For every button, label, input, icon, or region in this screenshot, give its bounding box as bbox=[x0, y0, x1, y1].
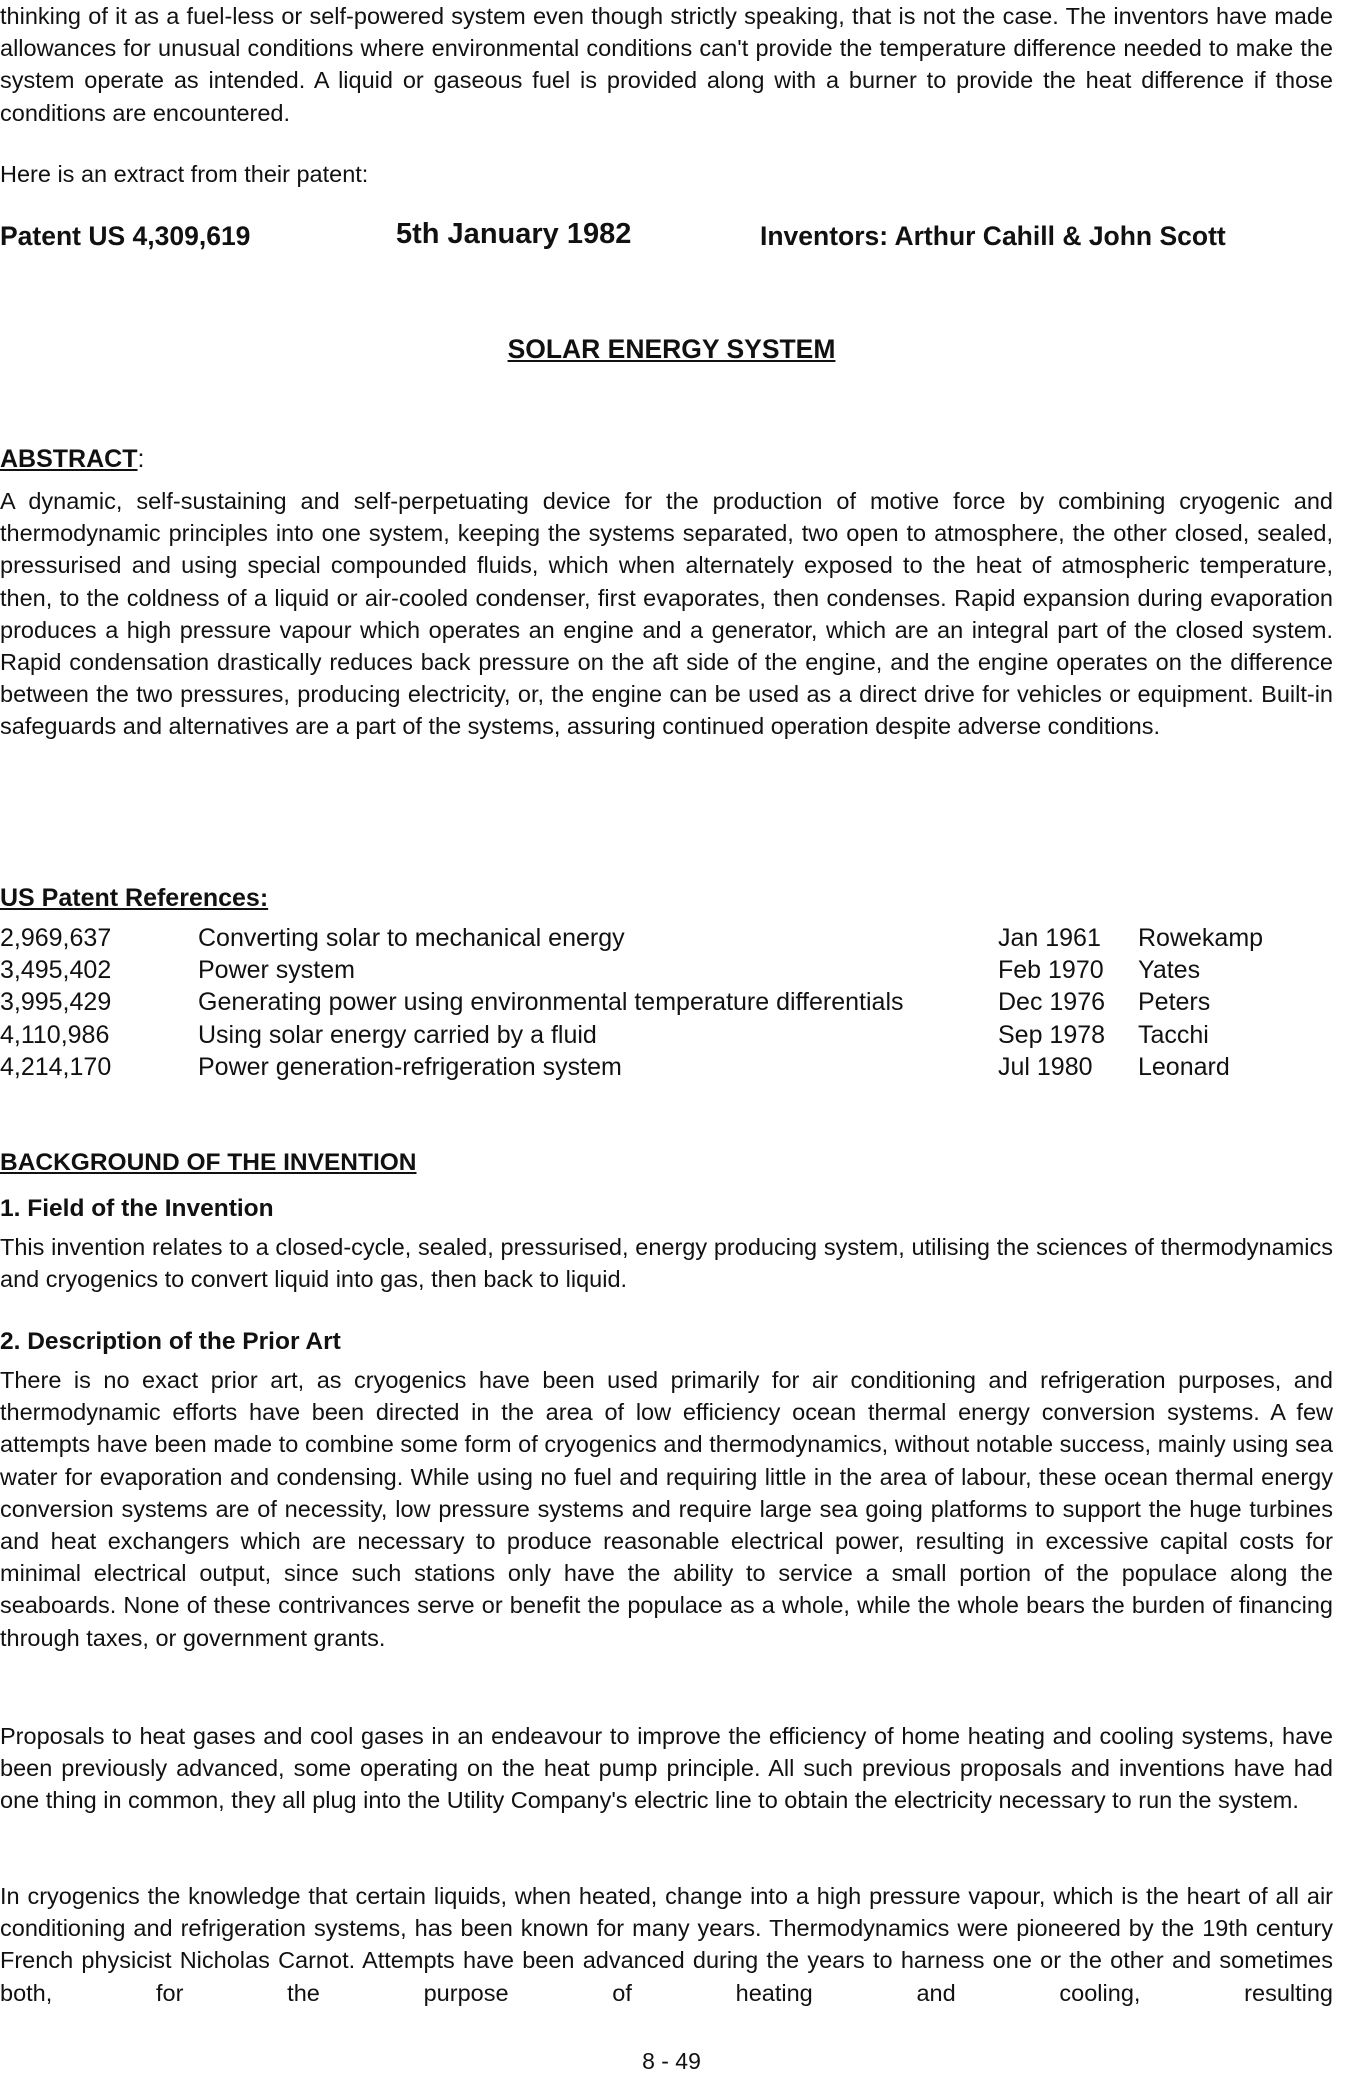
reference-title: Power system bbox=[198, 956, 355, 985]
reference-title: Generating power using environmental temperature differentials bbox=[198, 988, 904, 1017]
reference-title: Power generation-refrigeration system bbox=[198, 1052, 622, 1081]
abstract-heading-suffix: : bbox=[137, 445, 145, 473]
patent-inventors: Inventors: Arthur Cahill & John Scott bbox=[760, 221, 1226, 251]
reference-name: Peters bbox=[1138, 988, 1211, 1017]
reference-row bbox=[0, 954, 1338, 986]
reference-row bbox=[0, 1019, 1338, 1051]
reference-date: Sep 1978 bbox=[998, 1020, 1106, 1049]
abstract-text: A dynamic, self-sustaining and self-perpetuating device for the production of motive force by combining cryogenic and thermodynamic principles into one system, keeping the systems separated, two open to atmosphere, the other closed, sealed, pressurised and using special compounded fluids, which when alternately exposed to the heat of atmospheric temperature, then, to the coldness of a liquid or air-cooled condenser, first evaporates, then condenses. Rapid expansion during evaporation produces a high pressure vapour which operates an engine and a generator, which are an integral part of the closed system. Rapid condensation drastically reduces back pressure on the aft side of the engine, and the engine operates on the difference between the two pressures, producing electricity, or, the engine can be used as a direct drive for vehicles or equipment. Built-in safeguards and alternatives are a part of the systems, assuring continued operation despite adverse conditions. bbox=[0, 488, 1333, 740]
intro-paragraph: thinking of it as a fuel-less or self-powered system even though strictly speaking, that is not the case. The inventors have made allowances for unusual conditions where environmental conditions can't provide the temperature difference needed to make the system operate as intended. A liquid or gaseous fuel is provided along with a burner to provide the heat difference if those conditions are encountered. bbox=[0, 3, 1333, 126]
reference-title: Using solar energy carried by a fluid bbox=[198, 1020, 597, 1049]
reference-name: Yates bbox=[1138, 956, 1201, 985]
field-heading: 1. Field of the Invention bbox=[0, 1195, 274, 1222]
prior-art-paragraph-1: There is no exact prior art, as cryogenics have been used primarily for air conditioning and refrigeration purposes, and thermodynamic efforts have been directed in the area of low efficiency ocean thermal energy conversion systems. A few attempts have been made to combine some form of cryogenics and thermodynamics, without notable success, mainly using sea water for evaporation and condensing. While using no fuel and requiring little in the area of labour, these ocean thermal energy conversion systems are of necessity, low pressure systems and require large sea going platforms to support the huge turbines and heat exchangers which are necessary to produce reasonable electrical power, resulting in excessive capital costs for minimal electrical output, since such stations only have the ability to service a small portion of the populace along the seaboards. None of these contrivances serve or benefit the populace as a whole, while the whole bears the burden of financing through taxes, or government grants. bbox=[0, 1367, 1333, 1651]
abstract-heading: ABSTRACT bbox=[0, 445, 138, 473]
reference-date: Feb 1970 bbox=[998, 956, 1104, 985]
field-text: This invention relates to a closed-cycle, sealed, pressurised, energy producing system, utilising the sciences of thermodynamics and cryogenics to convert liquid into gas, then back to liquid. bbox=[0, 1234, 1333, 1293]
patent-number: Patent US 4,309,619 bbox=[0, 221, 251, 251]
reference-number: 4,214,170 bbox=[0, 1052, 112, 1081]
references-heading: US Patent References: bbox=[0, 884, 269, 912]
reference-name: Rowekamp bbox=[1138, 924, 1264, 952]
reference-title: Converting solar to mechanical energy bbox=[198, 924, 625, 952]
reference-number: 3,495,402 bbox=[0, 956, 112, 985]
references-table bbox=[0, 922, 1338, 1083]
reference-date: Jan 1961 bbox=[998, 924, 1101, 952]
page-number: 8 - 49 bbox=[642, 2048, 701, 2074]
patent-date: 5th January 1982 bbox=[396, 218, 632, 250]
background-heading: BACKGROUND OF THE INVENTION bbox=[0, 1149, 417, 1176]
prior-art-paragraph-3: In cryogenics the knowledge that certain liquids, when heated, change into a high pressure vapour, which is the heart of all air conditioning and refrigeration systems, has been known for many years. Thermodynamics were pioneered by the 19th century French physicist Nicholas Carnot. Attempts have been advanced during the years to harness one or the other and sometimes both, for the purpose of heating and cooling, resulting bbox=[0, 1883, 1333, 2006]
prior-art-heading: 2. Description of the Prior Art bbox=[0, 1328, 341, 1355]
reference-number: 2,969,637 bbox=[0, 924, 112, 952]
document-title: SOLAR ENERGY SYSTEM bbox=[507, 334, 836, 364]
reference-number: 3,995,429 bbox=[0, 988, 112, 1017]
reference-date: Dec 1976 bbox=[998, 988, 1106, 1017]
reference-row bbox=[0, 922, 1338, 954]
abstract-heading-line bbox=[0, 445, 144, 474]
reference-row bbox=[0, 986, 1338, 1018]
reference-row bbox=[0, 1051, 1338, 1083]
reference-date: Jul 1980 bbox=[998, 1052, 1093, 1081]
extract-intro: Here is an extract from their patent: bbox=[0, 161, 369, 187]
reference-number: 4,110,986 bbox=[0, 1020, 110, 1049]
reference-name: Tacchi bbox=[1138, 1020, 1209, 1049]
patent-info-line bbox=[0, 218, 1343, 261]
prior-art-paragraph-2: Proposals to heat gases and cool gases in an endeavour to improve the efficiency of home heating and cooling systems, have been previously advanced, some operating on the heat pump principle. All such previous proposals and inventions have had one thing in common, they all plug into the Utility Company's electric line to obtain the electricity necessary to run the system. bbox=[0, 1723, 1333, 1814]
reference-name: Leonard bbox=[1138, 1052, 1230, 1081]
